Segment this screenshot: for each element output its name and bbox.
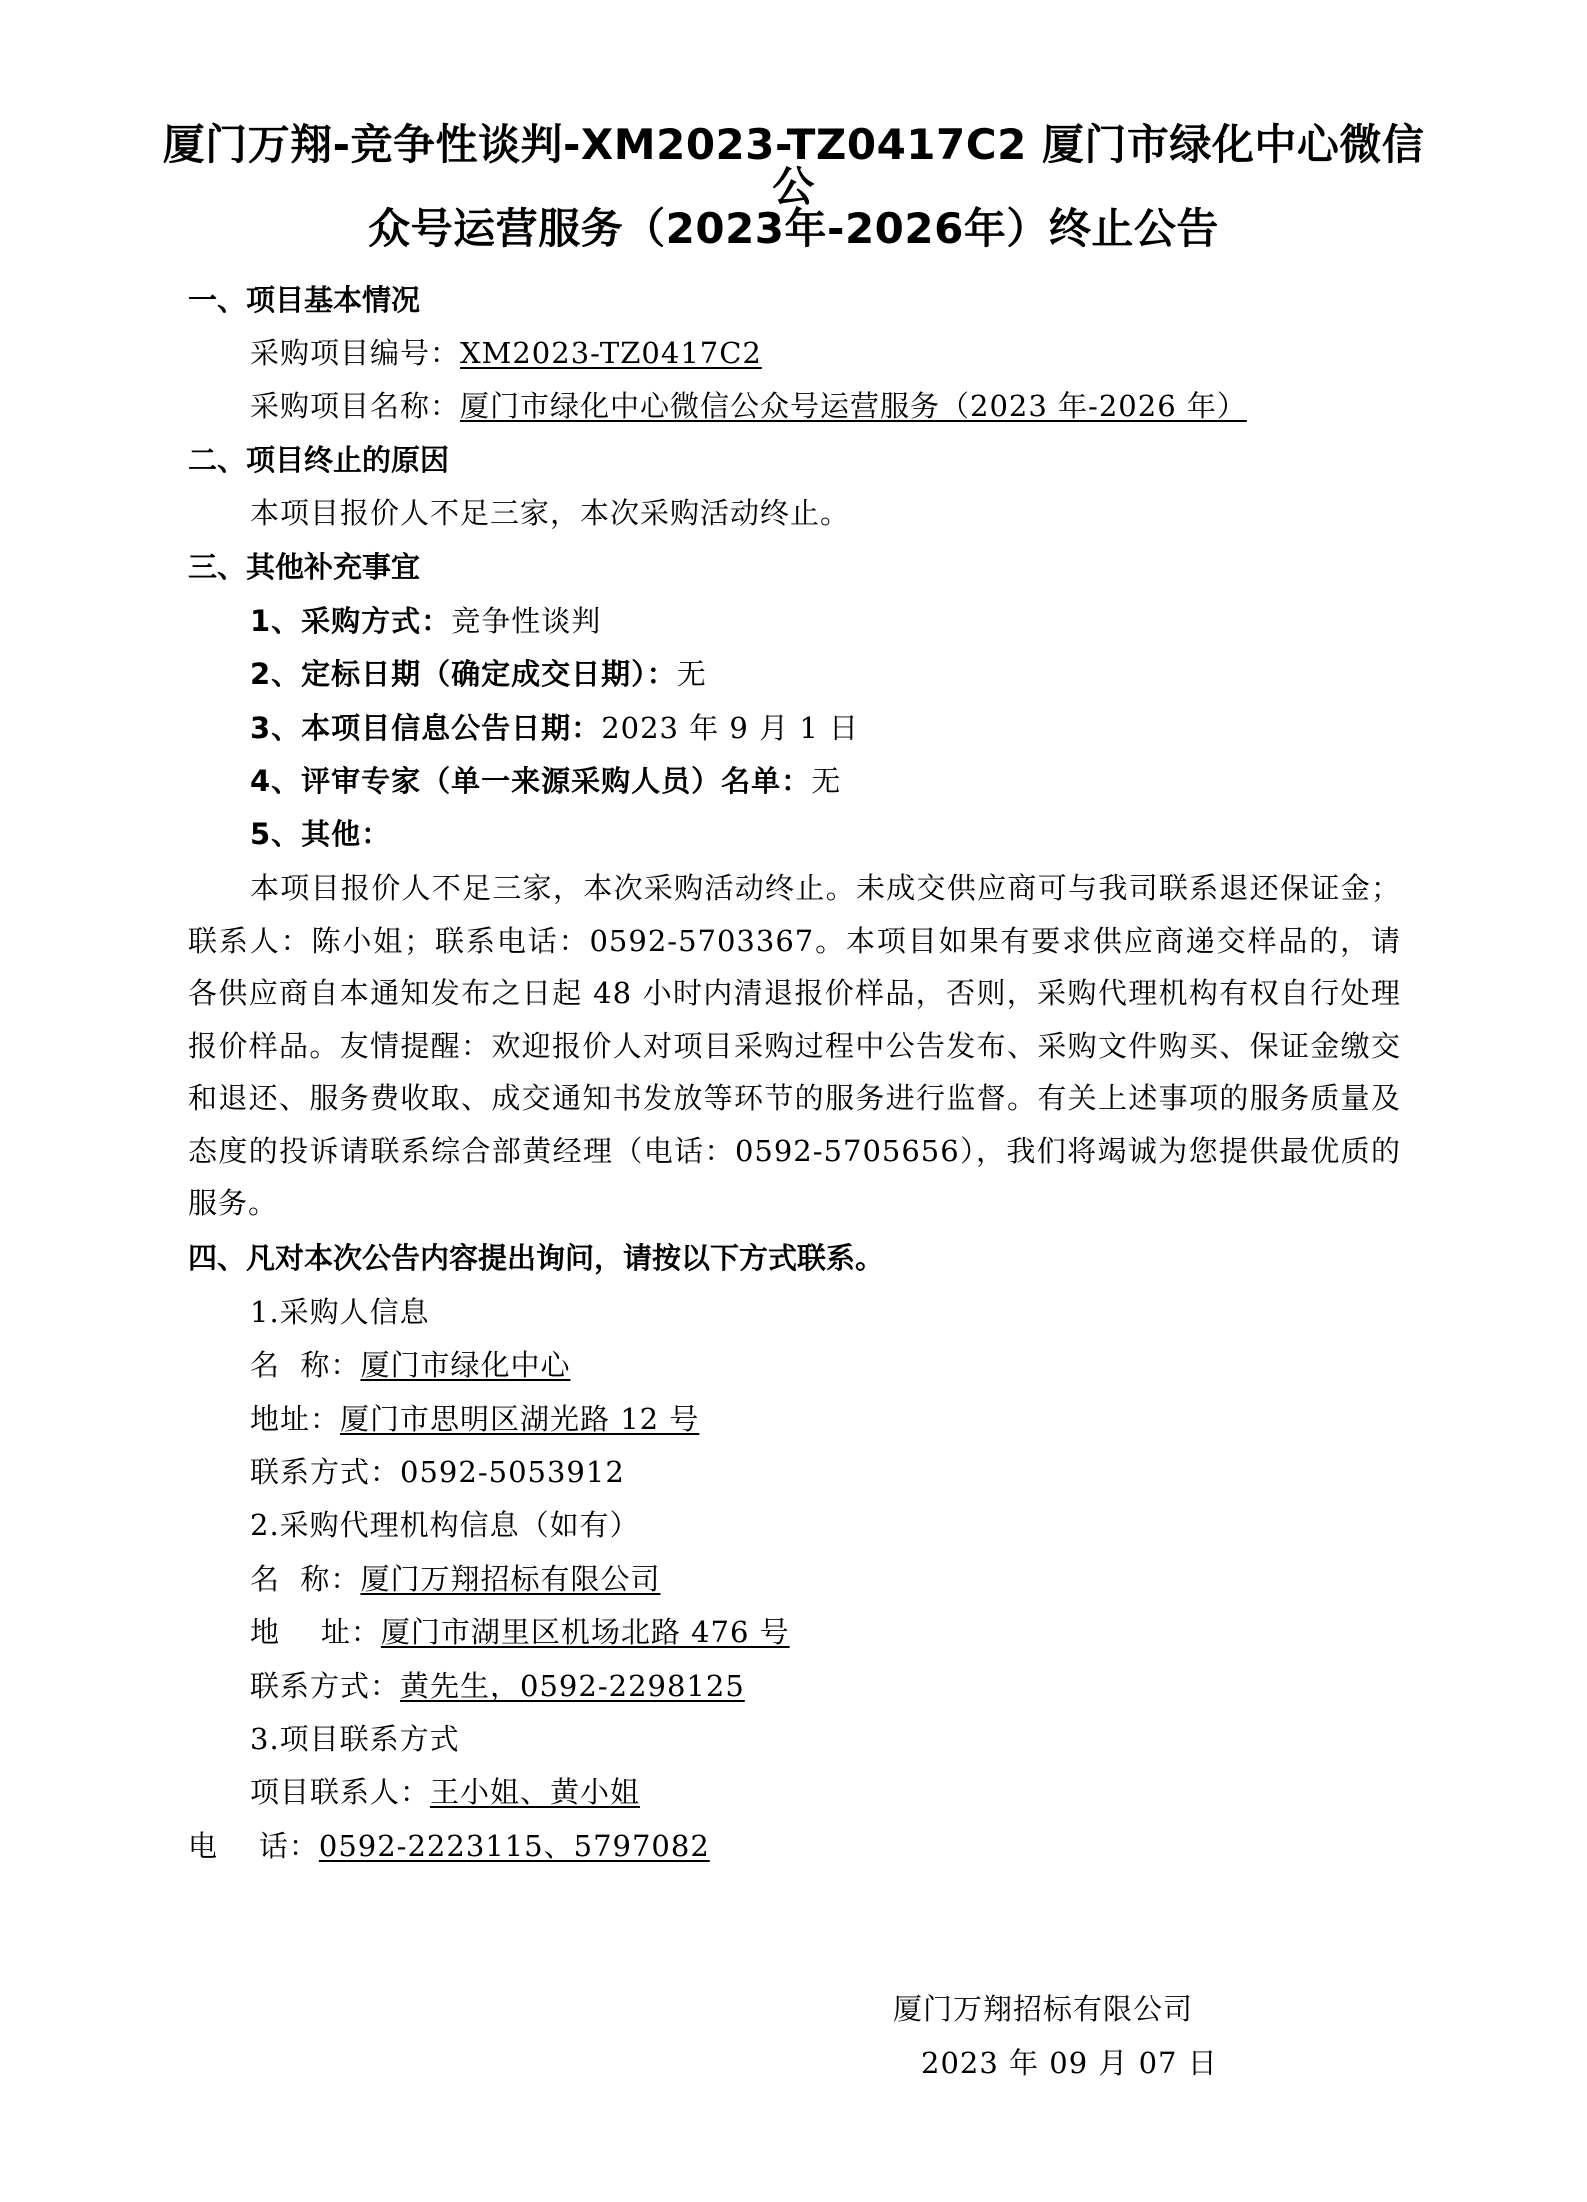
project-name-value: 厦门市绿化中心微信公众号运营服务（2023 年-2026 年） [460, 389, 1247, 423]
footer-date: 2023 年 09 月 07 日 [921, 2046, 1218, 2080]
project-person: 王小姐、黄小姐 [430, 1775, 641, 1809]
item-1-label: 1、采购方式： [250, 604, 452, 638]
section-4-heading: 四、凡对本次公告内容提出询问，请按以下方式联系。 [188, 1241, 885, 1275]
agency-info-title: 2.采购代理机构信息（如有） [250, 1508, 640, 1542]
footer-company: 厦门万翔招标有限公司 [893, 1992, 1194, 2026]
buyer-address-row [250, 1402, 700, 1436]
agency-name-row [250, 1562, 661, 1596]
project-phone: 0592-2223115、5797082 [318, 1829, 710, 1863]
other-paragraph: 本项目报价人不足三家，本次采购活动终止。未成交供应商可与我司联系退还保证金；联系人：陈小姐；联系电话：0592-5703367。本项目如果有要求供应商递交样品的，请各供应商自本通知发布之日起 48 小时内清退报价样品，否则，采购代理机构有权自行处理报价样品。友情提醒：欢迎报价人对项目采购过程中公告发布、采购文件购买、保证金缴交和退还、服务费收取、成交通知书发放等环节的服务进行监督。有关上述事项的服务质量及态度的投诉请联系综合部黄经理（电话：0592-5705656），我们将竭诚为您提供最优质的服务。 [188, 871, 1401, 1220]
buyer-address: 厦门市思明区湖光路 12 号 [340, 1402, 700, 1436]
item-procurement-method [250, 604, 602, 638]
item-other [250, 817, 392, 851]
project-phone-row [188, 1829, 710, 1863]
title-line-1: 厦门万翔-竞争性谈判-XM2023-TZ0417C2 厦门市绿化中心微信公 [162, 120, 1425, 211]
buyer-name-label: 名 称： [250, 1348, 361, 1382]
project-code-value: XM2023-TZ0417C2 [460, 336, 762, 370]
project-code-row [250, 336, 762, 370]
buyer-name-row [250, 1348, 571, 1382]
buyer-name: 厦门市绿化中心 [360, 1348, 571, 1382]
buyer-contact-row [250, 1455, 625, 1489]
item-review-experts [250, 764, 842, 798]
agency-address-label: 地 址： [250, 1615, 381, 1649]
project-person-row [250, 1775, 641, 1809]
section-3-heading: 三、其他补充事宜 [188, 550, 421, 584]
project-phone-label: 电 话： [188, 1829, 319, 1863]
item-1-value: 竞争性谈判 [451, 604, 602, 638]
item-4-label: 4、评审专家（单一来源采购人员）名单： [250, 764, 812, 798]
item-award-date [250, 657, 707, 691]
item-2-value: 无 [676, 657, 707, 691]
item-4-value: 无 [811, 764, 842, 798]
title-line-2: 众号运营服务（2023年-2026年）终止公告 [368, 204, 1219, 253]
agency-address-row [250, 1615, 790, 1649]
section-1-heading: 一、项目基本情况 [188, 283, 421, 317]
agency-contact: 黄先生，0592-2298125 [400, 1669, 745, 1703]
item-3-label: 3、本项目信息公告日期： [250, 711, 602, 745]
agency-contact-label: 联系方式： [250, 1669, 401, 1703]
section-2-heading: 二、项目终止的原因 [188, 443, 450, 477]
item-5-label: 5、其他： [250, 817, 392, 851]
project-code-label: 采购项目编号： [250, 336, 461, 370]
item-2-label: 2、定标日期（确定成交日期）： [250, 657, 677, 691]
agency-contact-row [250, 1669, 745, 1703]
termination-reason: 本项目报价人不足三家，本次采购活动终止。 [250, 496, 851, 530]
buyer-address-label: 地址： [250, 1402, 341, 1436]
project-name-row [250, 389, 1247, 423]
buyer-contact: 0592-5053912 [400, 1455, 625, 1489]
agency-address: 厦门市湖里区机场北路 476 号 [380, 1615, 790, 1649]
buyer-contact-label: 联系方式： [250, 1455, 401, 1489]
item-announcement-date [250, 711, 859, 745]
project-contact-title: 3.项目联系方式 [250, 1722, 460, 1756]
buyer-info-title: 1.采购人信息 [250, 1295, 430, 1329]
agency-name: 厦门万翔招标有限公司 [360, 1562, 661, 1596]
project-person-label: 项目联系人： [250, 1775, 431, 1809]
project-name-label: 采购项目名称： [250, 389, 461, 423]
item-3-value: 2023 年 9 月 1 日 [601, 711, 859, 745]
agency-name-label: 名 称： [250, 1562, 361, 1596]
